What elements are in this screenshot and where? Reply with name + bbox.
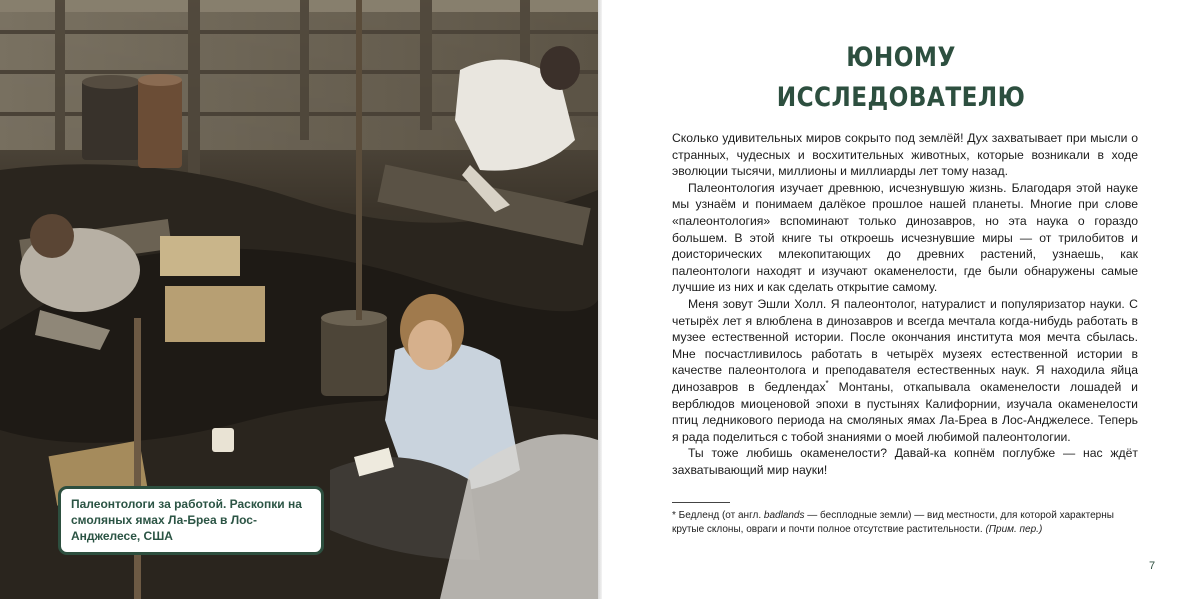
photo-caption: Палеонтологи за работой. Раскопки на смоляных ямах Ла-Бреа в Лос-Анджелесе, США <box>71 497 302 543</box>
text-page <box>602 0 1200 599</box>
page-number: 7 <box>1148 560 1156 572</box>
paragraph-2: Палеонтология изучает древнюю, исчезнувшую жизнь. Благодаря этой науке мы узнаём и понимаем далёкое прошлое нашей планеты. Многие при слове «палеонтология» вспоминают только динозавров, но эта наука о гораздо большем. В этой книге ты откроешь исчезнувшие миры — от трилобитов и доисторических млекопитающих до древних растений, узнаешь, как палеонтологи находят и изучают окаменелости, где были обнаружены самые лучшие из них и как сделать открытие самому. <box>672 180 1138 295</box>
footnote-note: (Прим. пер.) <box>985 524 1043 535</box>
footnote-term: badlands <box>763 510 805 521</box>
footnote-text-after: — бесплодные земли) — вид местности, для которой характерны крутые склоны, овраги и почти полное отсутствие растительности. <box>672 510 1114 535</box>
page-title-line-2: ИССЛЕДОВАТЕЛЮ <box>776 82 1026 113</box>
page-title <box>644 38 1158 118</box>
body-text <box>672 130 1138 478</box>
footnote-symbol: * <box>672 510 676 521</box>
excavation-photo <box>0 0 598 599</box>
photo-caption-box <box>58 486 324 555</box>
paragraph-3-part-1: Меня зовут Эшли Холл. Я палеонтолог, натуралист и популяризатор науки. С четырёх лет я влюблена в динозавров и всегда мечтала когда-нибудь работать в музее естественной истории. После окончания института моя мечта сбылась. Мне посчастливилось работать в четырёх музеях естественной истории в качестве палеонтолога и преподавателя естественных наук. Я находила яйца динозавров в бедлендах <box>672 296 1138 394</box>
footnote <box>672 509 1142 537</box>
paragraph-3-part-2: Монтаны, откапывала окаменелости лошадей и верблюдов миоценовой эпохи в пустынях Калифорнии, изучала окаменелости птиц ледникового периода на смоляных ямах Ла-Бреа в Лос-Анджелесе. Теперь я рада поделиться с тобой знаниями о моей любимой палеонтологии. <box>672 379 1138 444</box>
paragraph-1: Сколько удивительных миров сокрыто под землёй! Дух захватывает при мысли о странных, чудесных и восхитительных животных, которые возникали в ходе эволюции тысячи, миллионы и миллиарды лет тому назад. <box>672 131 1138 179</box>
footnote-divider <box>672 502 730 503</box>
paragraph-3 <box>672 296 1138 445</box>
page-title-line-1: ЮНОМУ <box>846 42 956 73</box>
footnote-marker: * <box>825 378 829 388</box>
footnote-text-before: Бедленд (от англ. <box>675 510 764 521</box>
paragraph-4: Ты тоже любишь окаменелости? Давай-ка копнём поглубже — нас ждёт захватывающий мир науки! <box>672 446 1138 477</box>
